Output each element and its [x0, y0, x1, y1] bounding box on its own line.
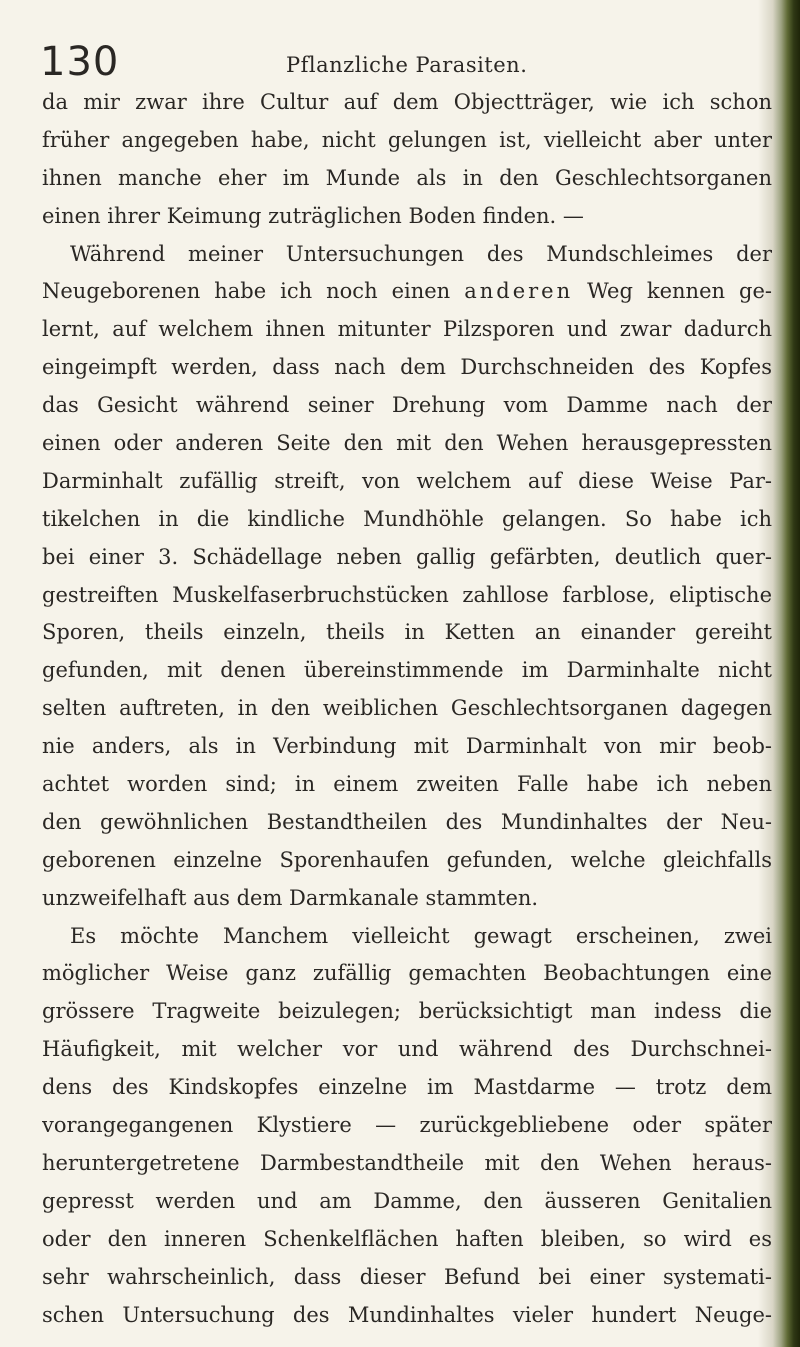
text-line: einen ihrer Keimung zuträglichen Boden finden. —	[42, 203, 584, 228]
text-line: selten auftreten, in den weiblichen Geschlechtsorganen dagegen	[42, 696, 772, 721]
paragraph-start-line: Es möchte Manchem vielleicht gewagt erscheinen, zwei	[70, 923, 772, 948]
text-line: tikelchen in die kindliche Mundhöhle gelangen. So habe ich	[42, 506, 772, 531]
text-line: Darminhalt zufällig streift, von welchem auf diese Weise Par-	[42, 468, 772, 493]
text-fragment: Neugeborenen habe ich noch einen	[42, 279, 465, 304]
text-line: gefunden, mit denen übereinstimmende im Darminhalte nicht	[42, 658, 772, 683]
text-line: gestreiften Muskelfaserbruchstücken zahllose farblose, eliptische	[42, 582, 772, 607]
text-line: gepresst werden und am Damme, den äusseren Genitalien	[42, 1188, 772, 1213]
text-line: sehr wahrscheinlich, dass dieser Befund bei einer systemati-	[42, 1264, 772, 1289]
paragraph-start-line: Während meiner Untersuchungen des Mundschleimes der	[70, 241, 772, 266]
text-line: achtet worden sind; in einem zweiten Falle habe ich neben	[42, 772, 772, 797]
text-line: da mir zwar ihre Cultur auf dem Objectträger, wie ich schon	[42, 90, 772, 114]
text-fragment: Weg kennen ge-	[573, 279, 772, 304]
text-line: unzweifelhaft aus dem Darmkanale stammten.	[42, 885, 539, 910]
text-line: bei einer 3. Schädellage neben gallig gefärbten, deutlich quer-	[42, 544, 772, 569]
text-line: grössere Tragweite beizulegen; berücksichtigt man indess die	[42, 999, 772, 1024]
text-line: heruntergetretene Darmbestandtheile mit den Wehen heraus-	[42, 1150, 772, 1175]
text-line: ihnen manche eher im Munde als in den Geschlechtsorganen	[42, 165, 772, 190]
text-line: nie anders, als in Verbindung mit Darminhalt von mir beob-	[42, 734, 772, 759]
text-line: vorangegangenen Klystiere — zurückgebliebene oder später	[42, 1113, 772, 1138]
text-line: möglicher Weise ganz zufällig gemachten Beobachtungen eine	[42, 961, 772, 986]
text-line: Sporen, theils einzeln, theils in Ketten an einander gereiht	[42, 620, 772, 645]
text-line: lernt, auf welchem ihnen mitunter Pilzsporen und zwar dadurch	[42, 317, 772, 342]
text-line: oder den inneren Schenkelflächen haften bleiben, so wird es	[42, 1226, 772, 1251]
text-line: früher angegeben habe, nicht gelungen ist, vielleicht aber unter	[42, 127, 772, 152]
text-line	[42, 273, 772, 311]
emphasized-word: anderen	[464, 279, 574, 304]
text-line: schen Untersuchung des Mundinhaltes vieler hundert Neuge-	[42, 1302, 772, 1327]
text-line: den gewöhnlichen Bestandtheilen des Mundinhaltes der Neu-	[42, 809, 772, 834]
text-line: das Gesicht während seiner Drehung vom Damme nach der	[42, 393, 772, 418]
text-line: dens des Kindskopfes einzelne im Mastdarme — trotz dem	[42, 1075, 772, 1100]
body-text	[42, 84, 772, 1334]
text-line: geborenen einzelne Sporenhaufen gefunden, welche gleichfalls	[42, 847, 772, 872]
page-number: 130	[40, 39, 120, 85]
text-line: einen oder anderen Seite den mit den Wehen herausgepressten	[42, 431, 772, 456]
running-head: Pflanzliche Parasiten.	[286, 53, 528, 77]
text-line: Häufigkeit, mit welcher vor und während des Durchschnei-	[42, 1037, 772, 1062]
page-header	[40, 40, 760, 84]
text-line: eingeimpft werden, dass nach dem Durchschneiden des Kopfes	[42, 355, 772, 380]
